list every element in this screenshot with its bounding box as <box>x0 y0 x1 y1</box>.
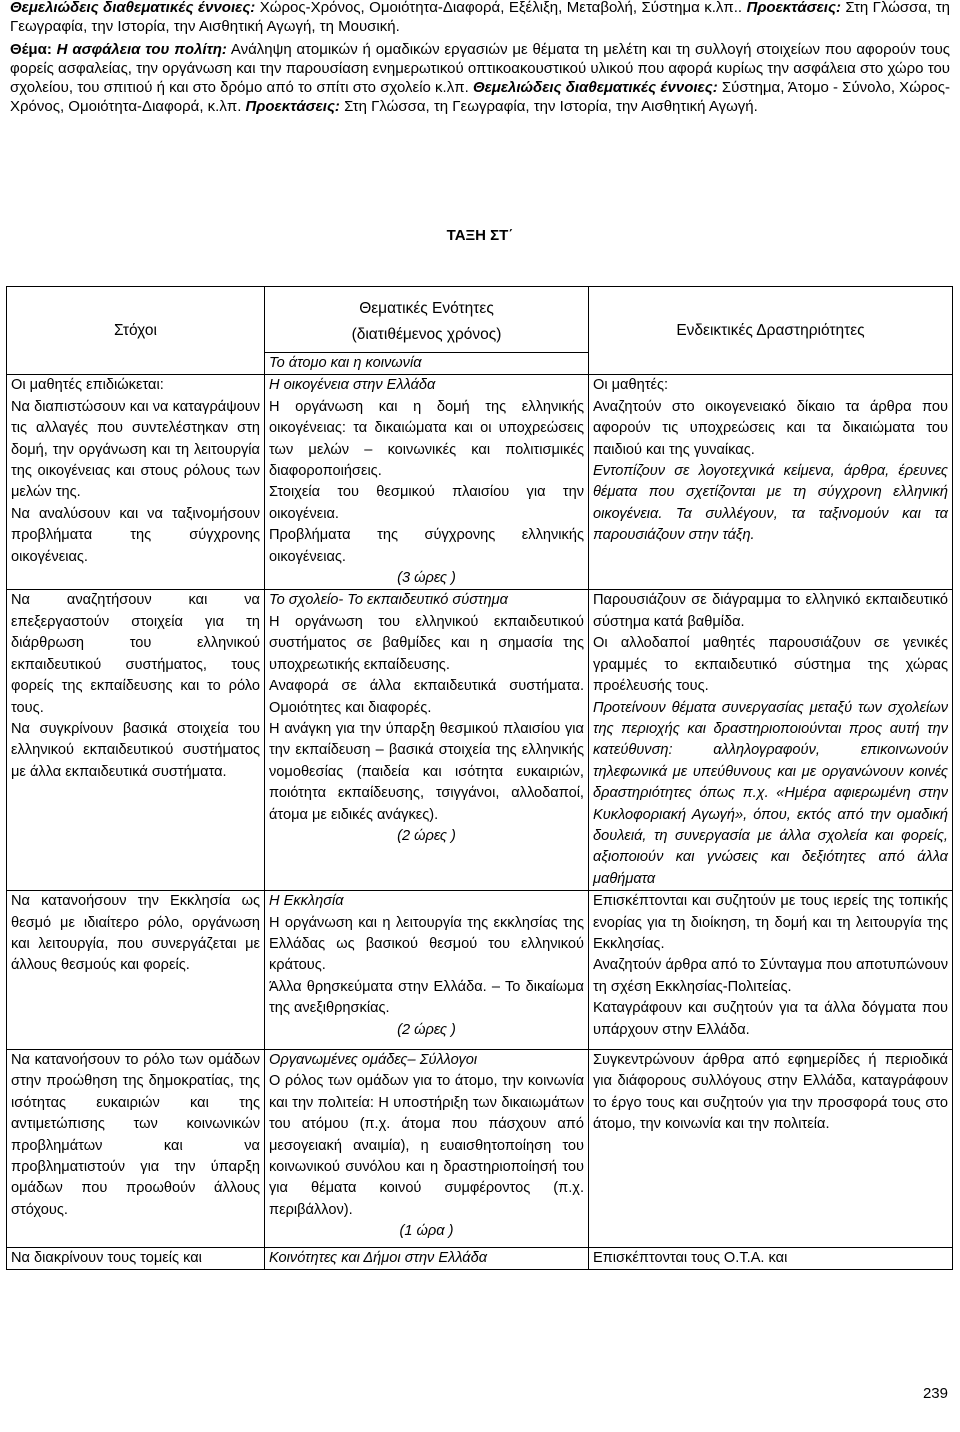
row-goals <box>7 891 265 1050</box>
theme-text: Ανάληψη ατομικών ή ομαδικών εργασιών με θέματα τη μελέτη και τη συλλογή στοιχείων που αφορούν τους φορείς ασφαλείας, την οργάνωση και την παρουσίαση ενημερωτικού οπτικοακουστικού υλικού που αφορά κυρίως την ασφάλεια στο χώρο του σχολείου, του σπιτιού ή και στο δρόμο από το σπίτι στο σχολείο κ.λπ. <box>10 41 950 96</box>
activity-text-italic: Εντοπίζουν σε λογοτεχνικά κείμενα, άρθρα, έρευνες θέματα που σχετίζονται με τη σύγχρονη ελληνική οικογένεια. Τα συλλέγουν, τα ταξινομούν και τα παρουσιάζουν στην τάξη. <box>593 463 948 544</box>
unit-text: Η ανάγκη για την ύπαρξη θεσμικού πλαισίου για την εκπαίδευση – βασικά στοιχεία της ελληνικής νομοθεσίας (παιδεία και ισότητα ευκαιριών, ποιότητα εκπαίδευσης, τσιγγάνοι, αλλοδαποί, άτομα με ειδικές ανάγκες). <box>269 720 584 823</box>
goal-text: Να συγκρίνουν βασικά στοιχεία του ελληνικού εκπαιδευτικού συστήματος με άλλα εκπαιδευτικά συστήματα. <box>11 720 260 780</box>
activity-text: Καταγράφουν και συζητούν για τα άλλα δόγματα που υπάρχουν στην Ελλάδα. <box>593 1000 948 1038</box>
goal-text: Να κατανοήσουν την Εκκλησία ως θεσμό με ιδιαίτερο ρόλο, οργάνωση και λειτουργία, που συνεργάζεται με άλλους θεσμούς και φορείς. <box>11 893 260 974</box>
goal-text: Να διαπιστώσουν και να καταγράψουν τις αλλαγές που συντελέστηκαν στη δομή, την οργάνωση και τη λειτουργία της οικογένειας και στους ρόλους των μελών της. <box>11 398 260 501</box>
goal-text: Οι μαθητές επιδιώκεται: <box>11 377 164 394</box>
goal-text: Να αναζητήσουν και να επεξεργαστούν στοιχεία για τη διάρθρωση του ελληνικού εκπαιδευτικού συστήματος, τους φορείς της εκπαίδευσης και το ρόλο τους. <box>11 592 260 716</box>
theme-concepts-text: Σύστημα, Άτομο - Σύνολο, Χώρος-Χρόνος, Ομοιότητα-Διαφορά, κ.λπ. <box>10 79 950 115</box>
row-unit <box>265 375 589 590</box>
header-units-line1: Θεματικές Ενότητες <box>359 299 494 317</box>
row-goals <box>7 590 265 891</box>
row-unit <box>265 1247 589 1269</box>
class-title: ΤΑΞΗ ΣΤ΄ <box>446 227 514 244</box>
activity-text-italic: Προτείνουν θέματα συνεργασίας μεταξύ των σχολείων της περιοχής και δραστηριοποιούνται προς αυτή την κατεύθυνση: αλληλογραφούν, επικοινωνούν τηλεφωνικά με υπεύθυνους και με οργανώνουν κοινές δραστηριότητες όπως π.χ. «Ημέρα αφιερωμένη στην Κυκλοφοριακή Αγωγή», όπου, εκτός από την ομαδική δουλειά, τη συνεργασία με άλλα σχολεία και φορείς, αξιοποιούν και γνώσεις και δεξιότητες από άλλα μαθήματα <box>593 699 948 887</box>
unit-hours: (1 ώρα ) <box>399 1223 454 1240</box>
unit-text: Η οργάνωση και η δομή της ελληνικής οικογένειας: τα δικαιώματα και οι υποχρεώσεις των μελών – κοινωνικές και πολιτισμικές διαφοροποιήσεις. <box>269 398 584 480</box>
theme-label: Θέμα: <box>10 41 52 58</box>
unit-text: Η οργάνωση του ελληνικού εκπαιδευτικού συστήματος σε βαθμίδες και η σημασία της υποχρεωτικής εκπαίδευσης. <box>269 613 584 673</box>
theme-concepts-label: Θεμελιώδεις διαθεματικές έννοιες: <box>468 79 718 96</box>
intro-label-concepts: Θεμελιώδεις διαθεματικές έννοιες: <box>10 0 256 16</box>
unit-text: Προβλήματα της σύγχρονης ελληνικής οικογένειας. <box>269 527 584 565</box>
row-activities <box>589 891 953 1050</box>
row-activities <box>589 590 953 891</box>
table-row <box>7 590 953 891</box>
activity-text: Οι αλλοδαποί μαθητές παρουσιάζουν σε γενικές γραμμές το εκπαιδευτικό σύστημα της χώρας προέλευσής τους. <box>593 635 948 695</box>
table-header-row <box>7 287 953 353</box>
row-unit <box>265 891 589 1050</box>
unit-title: Το σχολείο- Το εκπαιδευτικό σύστημα <box>269 592 508 609</box>
intro-fundamental-concepts <box>10 0 950 36</box>
page-number: 239 <box>922 1385 948 1402</box>
activity-text: Παρουσιάζουν σε διάγραμμα το ελληνικό εκπαιδευτικό σύστημα κατά βαθμίδα. <box>593 592 948 630</box>
section-title: Το άτομο και η κοινωνία <box>265 353 589 375</box>
unit-text: Ο ρόλος των ομάδων για το άτομο, την κοινωνία και την πολιτεία: Η υποστήριξη των δικαιωμάτων του ατόμου (π.χ. άτομα που πάσχουν από μεσογειακή αναιμία), η ευαισθητοποίηση του κοινωνικού συνόλου και η δραστηριοποίησή του για θέματα κοινού συμφέροντος (π.χ. περιβάλλον). <box>269 1073 584 1218</box>
header-activities: Ενδεικτικές Δραστηριότητες <box>589 287 953 375</box>
unit-hours: (2 ώρες ) <box>397 1021 456 1038</box>
activities-intro: Οι μαθητές: <box>593 377 669 394</box>
unit-title: Οργανωμένες ομάδες– Σύλλογοι <box>269 1052 478 1068</box>
unit-text: Η οργάνωση και η λειτουργία της εκκλησίας της Ελλάδας ως βασικού θεσμού του ελληνικού κράτους. <box>269 914 584 974</box>
table-row <box>7 1247 953 1269</box>
goal-text: Να διακρίνουν τους τομείς και <box>11 1249 202 1266</box>
unit-text: Άλλα θρησκεύματα στην Ελλάδα. – Το δικαίωμα της ανεξιθρησκίας. <box>269 978 584 1017</box>
theme-title: Η ασφάλεια του πολίτη: <box>51 41 227 58</box>
theme-extensions-text: Στη Γλώσσα, τη Γεωγραφία, την Ιστορία, την Αισθητική Αγωγή. <box>339 98 758 115</box>
unit-title: Η οικογένεια στην Ελλάδα <box>269 377 436 394</box>
intro-text-concepts: Χώρος-Χρόνος, Ομοιότητα-Διαφορά, Εξέλιξη, Μεταβολή, Σύστημα κ.λπ.. <box>255 0 743 16</box>
activity-text: Αναζητούν στο οικογενειακό δίκαιο τα άρθρα που αφορούν τις υποχρεώσεις και τα δικαιώματα του παιδιού και της γυναίκας. <box>593 398 948 458</box>
unit-text: Αναφορά σε άλλα εκπαιδευτικά συστήματα. Ομοιότητες και διαφορές. <box>269 678 584 716</box>
header-goals: Στόχοι <box>7 287 265 375</box>
unit-text: Στοιχεία του θεσμικού πλαισίου για την οικογένεια. <box>269 484 584 522</box>
row-unit <box>265 590 589 891</box>
row-goals <box>7 375 265 590</box>
goal-text: Να κατανοήσουν το ρόλο των ομάδων στην προώθηση της δημοκρατίας, της ισότητας ευκαιριών και της αντιμετώπισης των κοινωνικών προβλημάτων και να προβληματιστούν για την ύπαρξη ομάδων που προωθούν άλλους στόχους. <box>11 1052 260 1218</box>
intro-label-extensions: Προεκτάσεις: <box>746 0 841 16</box>
theme-extensions-label: Προεκτάσεις: <box>241 98 340 115</box>
row-unit <box>265 1050 589 1248</box>
theme-paragraph <box>10 40 950 116</box>
curriculum-table <box>6 286 953 1270</box>
activity-text: Επισκέπτονται τους Ο.Τ.Α. και <box>593 1249 788 1266</box>
row-goals <box>7 1247 265 1269</box>
unit-title: Η Εκκλησία <box>269 893 344 910</box>
row-goals <box>7 1050 265 1248</box>
row-activities <box>589 375 953 590</box>
activity-text: Συγκεντρώνουν άρθρα από εφημερίδες ή περιοδικά για διάφορους συλλόγους στην Ελλάδα, καταγράφουν το έργο τους και συζητούν για την προσφορά τους στο άτομο, την κοινωνία και την πολιτεία. <box>593 1052 948 1133</box>
table-row <box>7 891 953 1050</box>
intro-text-extensions: Στη Γλώσσα, τη Γεωγραφία, την Ιστορία, την Αισθητική Αγωγή, τη Μουσική. <box>10 0 951 35</box>
activity-text: Επισκέπτονται και συζητούν με τους ιερείς της τοπικής ενορίας για τη διοίκηση, τη δομή και τη λειτουργία της Εκκλησίας. <box>593 893 948 952</box>
row-activities <box>589 1247 953 1269</box>
table-row <box>7 375 953 590</box>
header-units-line2: (διατιθέμενος χρόνος) <box>351 325 502 343</box>
activity-text: Αναζητούν άρθρα από το Σύνταγμα που αποτυπώνουν τη σχέση Εκκλησίας-Πολιτείας. <box>593 957 948 995</box>
unit-hours: (2 ώρες ) <box>397 827 456 844</box>
goal-text: Να αναλύσουν και να ταξινομήσουν προβλήματα της σύγχρονης οικογένειας. <box>11 505 260 565</box>
table-row <box>7 1050 953 1248</box>
header-units <box>265 287 589 353</box>
unit-hours: (3 ώρες ) <box>397 570 456 587</box>
unit-title: Κοινότητες και Δήμοι στην Ελλάδα <box>269 1249 488 1266</box>
row-activities <box>589 1050 953 1248</box>
